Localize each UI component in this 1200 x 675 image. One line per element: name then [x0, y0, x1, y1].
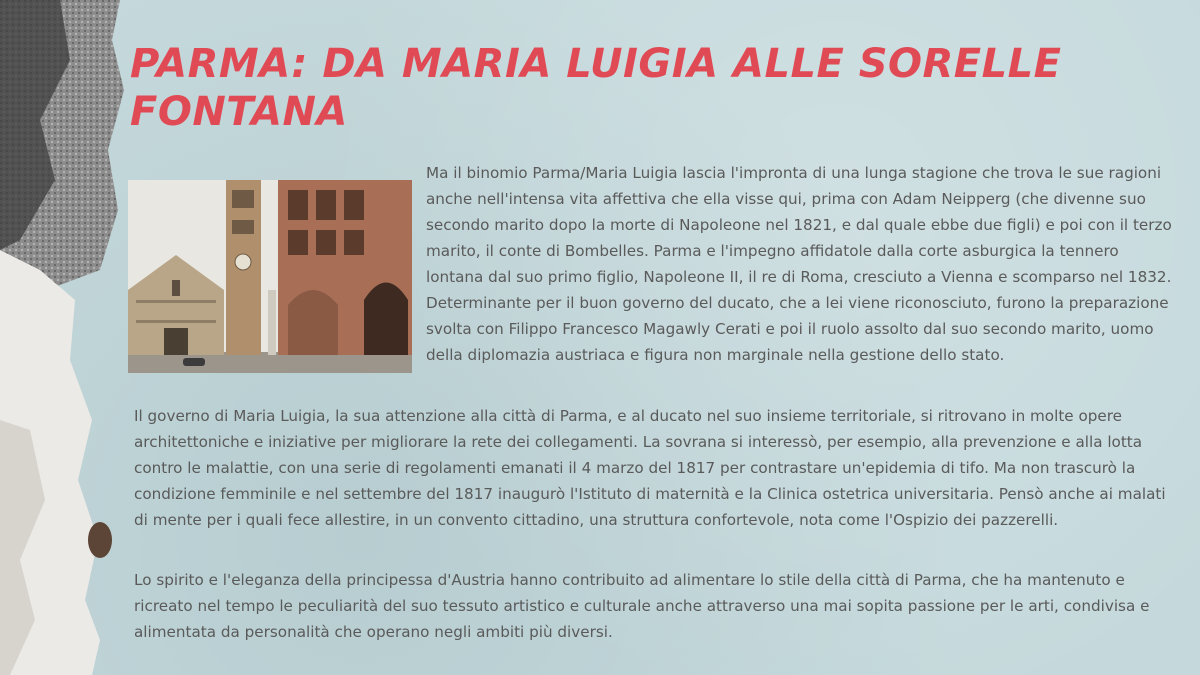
paragraph-3: Lo spirito e l'eleganza della principessa d'Austria hanno contribuito ad alimentare lo stile della città di Parma, che ha mantenuto e ricreato nel tempo le peculiarità del suo tessuto artistico e culturale anche attraverso una mai sopita passione per le arti, condivisa e alimentata da personalità che operano negli ambiti più diversi.	[134, 571, 1150, 641]
parma-cathedral-photo	[128, 180, 412, 373]
paragraph-2: Il governo di Maria Luigia, la sua attenzione alla città di Parma, e al ducato nel suo insieme territoriale, si ritrovano in molte opere architettoniche e iniziative per migliorare la rete dei collegamenti. La sovrana si interessò, per esempio, alla prevenzione e alla lotta contro le malattie, con una serie di regolamenti emanati il 4 marzo del 1817 per contrastare un'epidemia di tifo. Ma non trascurò la condizione femminile e nel settembre del 1817 inaugurò l'Istituto di maternità e la Clinica ostetrica universitaria. Pensò anche ai malati di mente per i quali fece allestire, in un convento cittadino, una struttura confortevole, nota come l'Ospizio dei pazzerelli.	[134, 407, 1166, 529]
slide-title: PARMA: DA MARIA LUIGIA ALLE SORELLE FONTANA	[130, 41, 1062, 135]
torn-paper-decoration	[0, 0, 140, 675]
paragraph-1: Ma il binomio Parma/Maria Luigia lascia l'impronta di una lunga stagione che trova le sue ragioni anche nell'intensa vita affettiva che ella visse qui, prima con Adam Neipperg (che divenne suo secondo marito dopo la morte di Napoleone nel 1821, e dal quale ebbe due figli) e poi con il terzo marito, il conte di Bombelles. Parma e l'impegno affidatole dalla corte asburgica la tennero lontana dal suo primo figlio, Napoleone II, il re di Roma, cresciuto a Vienna e scomparso nel 1832. Determinante per il buon governo del ducato, che a lei viene riconosciuto, furono la preparazione svolta con Filippo Francesco Magawly Cerati e poi il ruolo assolto dal suo secondo marito, uomo della diplomazia austriaca e figura non marginale nella gestione dello stato.	[426, 164, 1172, 364]
